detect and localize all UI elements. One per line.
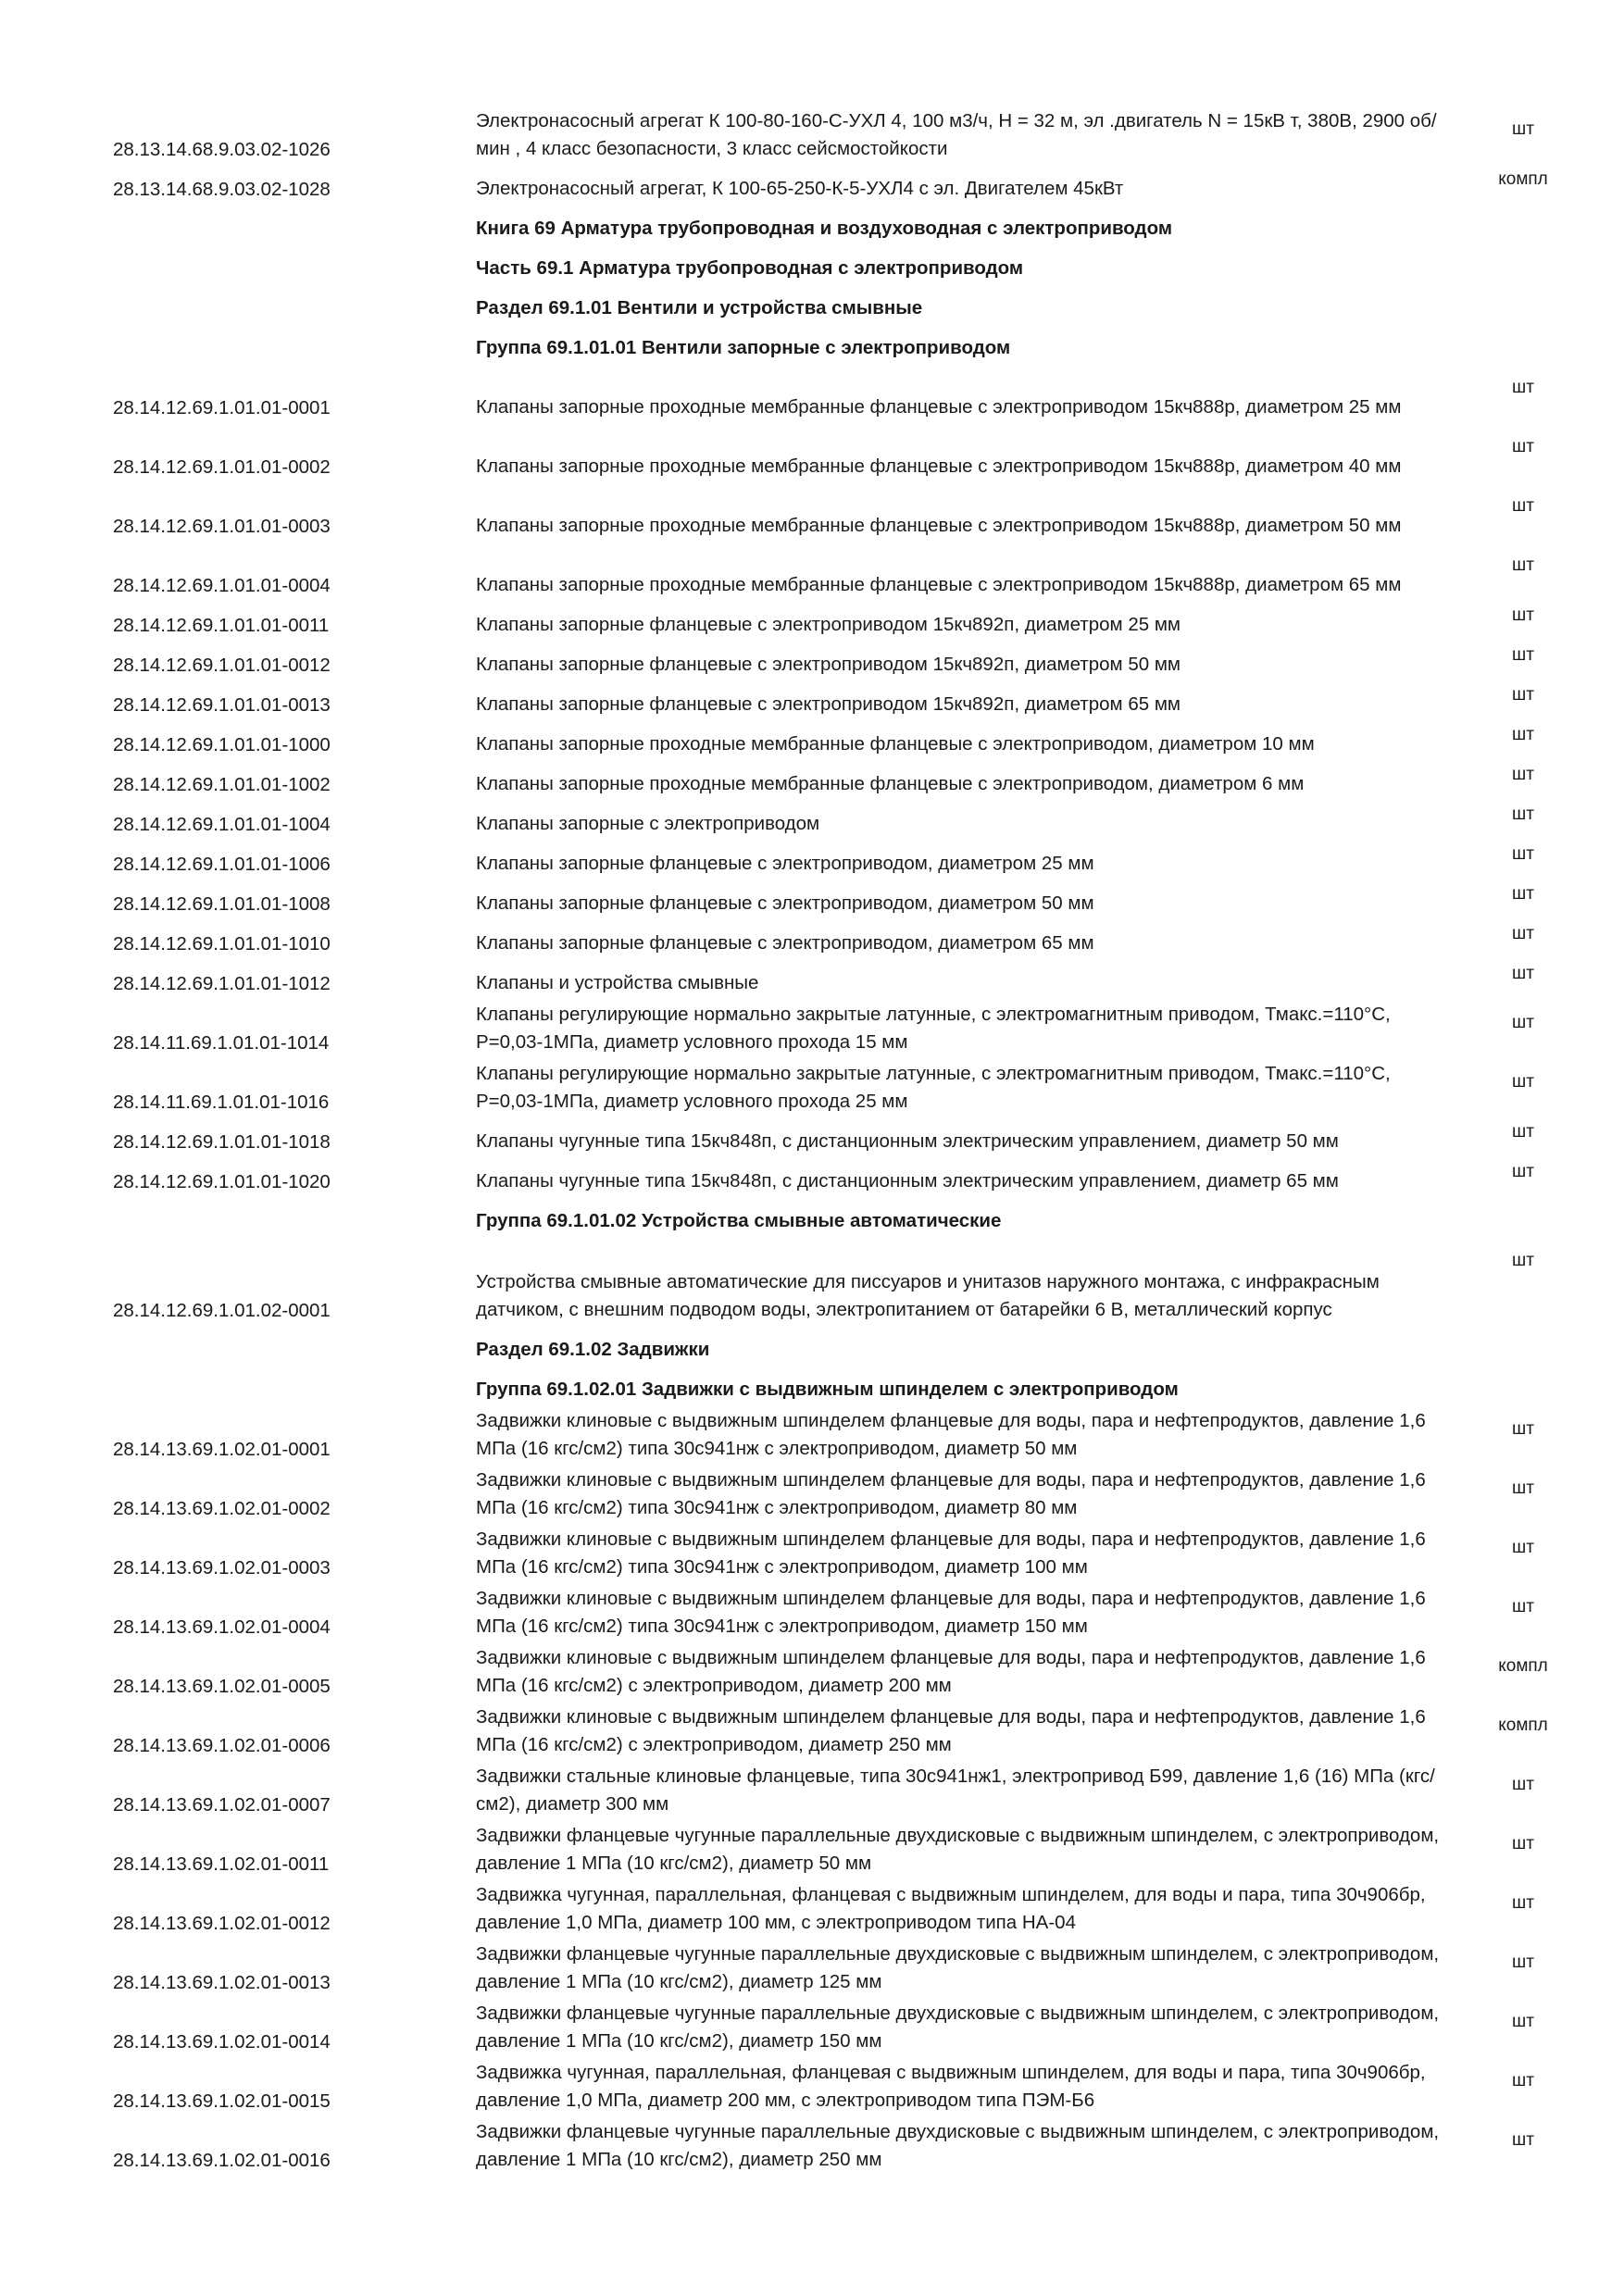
item-unit: шт [1512, 1775, 1534, 1794]
item-description: Клапаны чугунные типа 15кч848п, с дистанционным электрическим управлением, диаметр 65 мм [476, 1170, 1339, 1192]
item-unit: шт [1512, 884, 1534, 904]
item-description: Задвижка чугунная, параллельная, фланцевая с выдвижным шпинделем, для воды и пара, типа 30ч906бр, давление 1,0 МПа, диаметр 200 мм, с электроприводом типа ПЭМ-Б6 [476, 2062, 1426, 2111]
section-heading: Группа 69.1.02.01 Задвижки с выдвижным шпинделем с электроприводом [476, 1379, 1179, 1400]
item-description: Клапаны запорные проходные мембранные фланцевые с электроприводом 15кч888р, диаметром 40 мм [476, 455, 1402, 477]
item-description: Задвижки клиновые с выдвижным шпинделем фланцевые для воды, пара и нефтепродуктов, давление 1,6 МПа (16 кгс/см2) типа 30с941нж с электроприводом, диаметр 100 мм [476, 1529, 1426, 1578]
item-unit: шт [1512, 2130, 1534, 2150]
item-code: 28.14.12.69.1.01.01-1006 [113, 854, 331, 875]
item-description: Клапаны запорные фланцевые с электроприводом 15кч892п, диаметром 65 мм [476, 693, 1181, 715]
table-row [0, 684, 1624, 724]
section-heading: Раздел 69.1.02 Задвижки [476, 1339, 710, 1360]
item-code: 28.14.12.69.1.01.01-0011 [113, 615, 330, 636]
section-heading: Группа 69.1.01.02 Устройства смывные автоматические [476, 1210, 1002, 1231]
item-code: 28.14.13.69.1.02.01-0016 [113, 2150, 331, 2171]
table-row [0, 2120, 1624, 2179]
item-unit: шт [1512, 1013, 1534, 1032]
item-unit: шт [1512, 1893, 1534, 1913]
table-row [0, 605, 1624, 644]
item-unit: шт [1512, 765, 1534, 784]
item-code: 28.14.12.69.1.01.01-1010 [113, 933, 331, 955]
item-description: Клапаны запорные проходные мембранные фланцевые с электроприводом 15кч888р, диаметром 65 мм [476, 574, 1402, 595]
item-code: 28.14.12.69.1.01.01-1012 [113, 973, 331, 994]
item-description: Клапаны запорные проходные мембранные фланцевые с электроприводом, диаметром 6 мм [476, 773, 1305, 794]
item-code: 28.14.13.69.1.02.01-0006 [113, 1735, 331, 1756]
section-heading: Книга 69 Арматура трубопроводная и воздуховодная с электроприводом [476, 218, 1172, 239]
table-row [0, 168, 1624, 208]
item-unit: шт [1512, 437, 1534, 456]
table-row [0, 1587, 1624, 1646]
item-code: 28.13.14.68.9.03.02-1028 [113, 179, 331, 200]
item-unit: компл [1498, 1656, 1548, 1676]
table-row [0, 1003, 1624, 1062]
item-description: Клапаны запорные фланцевые с электроприводом 15кч892п, диаметром 50 мм [476, 654, 1181, 675]
item-code: 28.14.11.69.1.01.01-1016 [113, 1092, 330, 1113]
item-unit: шт [1512, 1072, 1534, 1092]
item-description: Задвижки клиновые с выдвижным шпинделем фланцевые для воды, пара и нефтепродуктов, давление 1,6 МПа (16 кгс/см2) с электроприводом, диаметр 250 мм [476, 1706, 1426, 1755]
table-row [0, 804, 1624, 843]
item-unit: шт [1512, 605, 1534, 625]
item-code: 28.14.13.69.1.02.01-0002 [113, 1498, 331, 1519]
section-heading-row [0, 208, 1624, 248]
table-row [0, 883, 1624, 923]
table-row [0, 1528, 1624, 1587]
item-unit: шт [1512, 2071, 1534, 2090]
item-description: Задвижки фланцевые чугунные параллельные двухдисковые с выдвижным шпинделем, с электроприводом, давление 1 МПа (10 кгс/см2), диаметр 125 мм [476, 1943, 1440, 1992]
item-description: Клапаны запорные фланцевые с электроприводом, диаметром 65 мм [476, 932, 1094, 954]
item-description: Задвижки клиновые с выдвижным шпинделем фланцевые для воды, пара и нефтепродуктов, давление 1,6 МПа (16 кгс/см2) с электроприводом, диаметр 200 мм [476, 1647, 1426, 1696]
item-code: 28.14.13.69.1.02.01-0003 [113, 1557, 331, 1578]
table-row [0, 963, 1624, 1003]
item-description: Задвижки клиновые с выдвижным шпинделем фланцевые для воды, пара и нефтепродуктов, давление 1,6 МПа (16 кгс/см2) типа 30с941нж с электроприводом, диаметр 150 мм [476, 1588, 1426, 1637]
item-unit: шт [1512, 844, 1534, 864]
item-description: Клапаны запорные проходные мембранные фланцевые с электроприводом 15кч888р, диаметром 50 мм [476, 515, 1402, 536]
item-unit: шт [1512, 2012, 1534, 2031]
item-code: 28.14.12.69.1.01.01-1004 [113, 814, 331, 835]
item-unit: шт [1512, 725, 1534, 744]
table-row [0, 109, 1624, 168]
item-unit: шт [1512, 964, 1534, 983]
table-row [0, 368, 1624, 427]
section-heading-row [0, 288, 1624, 328]
section-heading: Часть 69.1 Арматура трубопроводная с электроприводом [476, 257, 1024, 279]
table-row [0, 1241, 1624, 1329]
table-row [0, 545, 1624, 605]
table-row [0, 427, 1624, 486]
item-unit: шт [1512, 924, 1534, 943]
item-unit: шт [1512, 555, 1534, 575]
table-row [0, 923, 1624, 963]
item-unit: шт [1512, 1162, 1534, 1181]
table-row [0, 1409, 1624, 1468]
item-description: Задвижки фланцевые чугунные параллельные двухдисковые с выдвижным шпинделем, с электроприводом, давление 1 МПа (10 кгс/см2), диаметр 50 мм [476, 1825, 1440, 1874]
item-unit: компл [1498, 1716, 1548, 1735]
table-row [0, 1062, 1624, 1121]
table-row [0, 1883, 1624, 1942]
table-row [0, 1765, 1624, 1824]
item-code: 28.14.13.69.1.02.01-0007 [113, 1794, 331, 1816]
item-unit: шт [1512, 1834, 1534, 1853]
item-code: 28.14.12.69.1.01.01-1020 [113, 1171, 331, 1192]
item-description: Клапаны запорные с электроприводом [476, 813, 820, 834]
item-description: Клапаны запорные фланцевые с электроприводом, диаметром 25 мм [476, 853, 1094, 874]
item-description: Задвижки фланцевые чугунные параллельные двухдисковые с выдвижным шпинделем, с электроприводом, давление 1 МПа (10 кгс/см2), диаметр 150 мм [476, 2003, 1440, 2052]
item-unit: шт [1512, 1251, 1534, 1270]
table-row [0, 644, 1624, 684]
item-code: 28.14.13.69.1.02.01-0011 [113, 1853, 330, 1875]
table-row [0, 1824, 1624, 1883]
table-row [0, 1121, 1624, 1161]
item-code: 28.14.12.69.1.01.01-0003 [113, 516, 331, 537]
item-description: Задвижки фланцевые чугунные параллельные двухдисковые с выдвижным шпинделем, с электроприводом, давление 1 МПа (10 кгс/см2), диаметр 250 мм [476, 2121, 1440, 2170]
item-code: 28.14.12.69.1.01.01-1008 [113, 893, 331, 915]
item-code: 28.14.12.69.1.01.01-1018 [113, 1131, 331, 1153]
item-description: Клапаны и устройства смывные [476, 972, 759, 993]
section-heading-row [0, 1201, 1624, 1241]
item-description: Клапаны запорные проходные мембранные фланцевые с электроприводом, диаметром 10 мм [476, 733, 1315, 755]
table-row [0, 764, 1624, 804]
item-unit: компл [1498, 169, 1548, 189]
item-unit: шт [1512, 805, 1534, 824]
table-row [0, 1468, 1624, 1528]
item-code: 28.14.13.69.1.02.01-0004 [113, 1616, 331, 1638]
item-code: 28.14.12.69.1.01.02-0001 [113, 1300, 331, 1321]
section-heading-row [0, 1329, 1624, 1369]
table-row [0, 1942, 1624, 2002]
item-description: Клапаны чугунные типа 15кч848п, с дистанционным электрическим управлением, диаметр 50 мм [476, 1130, 1339, 1152]
item-unit: шт [1512, 1538, 1534, 1557]
item-code: 28.14.12.69.1.01.01-0002 [113, 456, 331, 478]
item-code: 28.14.12.69.1.01.01-1002 [113, 774, 331, 795]
table-row [0, 2061, 1624, 2120]
table-row [0, 486, 1624, 545]
table-row [0, 1161, 1624, 1201]
table-row [0, 1705, 1624, 1765]
price-list-table [0, 109, 1624, 2179]
item-unit: шт [1512, 1953, 1534, 1972]
item-description: Задвижка чугунная, параллельная, фланцевая с выдвижным шпинделем, для воды и пара, типа 30ч906бр, давление 1,0 МПа, диаметр 100 мм, с электроприводом типа НА-04 [476, 1884, 1426, 1933]
table-row [0, 724, 1624, 764]
item-code: 28.14.13.69.1.02.01-0015 [113, 2090, 331, 2112]
section-heading-row [0, 328, 1624, 368]
item-description: Задвижки клиновые с выдвижным шпинделем фланцевые для воды, пара и нефтепродуктов, давление 1,6 МПа (16 кгс/см2) типа 30с941нж с электроприводом, диаметр 50 мм [476, 1410, 1426, 1459]
section-heading-row [0, 1369, 1624, 1409]
item-unit: шт [1512, 645, 1534, 665]
item-description: Клапаны регулирующие нормально закрытые латунные, с электромагнитным приводом, Тмакс.=110°С, Р=0,03-1МПа, диаметр условного прохода 25 мм [476, 1063, 1391, 1112]
item-description: Электронасосный агрегат К 100-80-160-С-УХЛ 4, 100 м3/ч, Н = 32 м, эл .двигатель N = 15кВ т, 380В, 2900 об/мин , 4 класс безопасности, 3 класс сейсмостойкости [476, 110, 1437, 159]
item-description: Устройства смывные автоматические для писсуаров и унитазов наружного монтажа, с инфракрасным датчиком, с внешним подводом воды, электропитанием от батарейки 6 В, металлический корпус [476, 1271, 1380, 1320]
item-description: Клапаны регулирующие нормально закрытые латунные, с электромагнитным приводом, Тмакс.=110°С, Р=0,03-1МПа, диаметр условного прохода 15 мм [476, 1004, 1391, 1053]
item-code: 28.14.13.69.1.02.01-0005 [113, 1676, 331, 1697]
section-heading: Раздел 69.1.01 Вентили и устройства смывные [476, 297, 923, 318]
item-code: 28.14.12.69.1.01.01-0012 [113, 655, 331, 676]
item-unit: шт [1512, 1122, 1534, 1142]
item-unit: шт [1512, 1597, 1534, 1616]
item-unit: шт [1512, 685, 1534, 705]
item-code: 28.14.11.69.1.01.01-1014 [113, 1032, 330, 1054]
item-description: Электронасосный агрегат, К 100-65-250-К-5-УХЛ4 с эл. Двигателем 45кВт [476, 178, 1124, 199]
section-heading: Группа 69.1.01.01 Вентили запорные с электроприводом [476, 337, 1011, 358]
section-heading-row [0, 248, 1624, 288]
table-row [0, 2002, 1624, 2061]
item-unit: шт [1512, 1479, 1534, 1498]
item-description: Задвижки клиновые с выдвижным шпинделем фланцевые для воды, пара и нефтепродуктов, давление 1,6 МПа (16 кгс/см2) типа 30с941нж с электроприводом, диаметр 80 мм [476, 1469, 1426, 1518]
item-code: 28.14.12.69.1.01.01-0001 [113, 397, 331, 418]
item-description: Клапаны запорные фланцевые с электроприводом 15кч892п, диаметром 25 мм [476, 614, 1181, 635]
item-code: 28.13.14.68.9.03.02-1026 [113, 139, 331, 160]
item-code: 28.14.13.69.1.02.01-0001 [113, 1439, 331, 1460]
item-unit: шт [1512, 378, 1534, 397]
item-unit: шт [1512, 1419, 1534, 1439]
item-code: 28.14.13.69.1.02.01-0013 [113, 1972, 331, 1993]
table-row [0, 1646, 1624, 1705]
item-code: 28.14.13.69.1.02.01-0014 [113, 2031, 331, 2053]
item-description: Задвижки стальные клиновые фланцевые, типа 30с941нж1, электропривод Б99, давление 1,6 (16) МПа (кгс/см2), диаметр 300 мм [476, 1766, 1435, 1815]
item-unit: шт [1512, 119, 1534, 139]
item-unit: шт [1512, 496, 1534, 516]
item-code: 28.14.12.69.1.01.01-1000 [113, 734, 331, 755]
table-row [0, 843, 1624, 883]
item-code: 28.14.12.69.1.01.01-0004 [113, 575, 331, 596]
item-code: 28.14.12.69.1.01.01-0013 [113, 694, 331, 716]
item-description: Клапаны запорные проходные мембранные фланцевые с электроприводом 15кч888р, диаметром 25 мм [476, 396, 1402, 418]
item-description: Клапаны запорные фланцевые с электроприводом, диаметром 50 мм [476, 892, 1094, 914]
item-code: 28.14.13.69.1.02.01-0012 [113, 1913, 331, 1934]
